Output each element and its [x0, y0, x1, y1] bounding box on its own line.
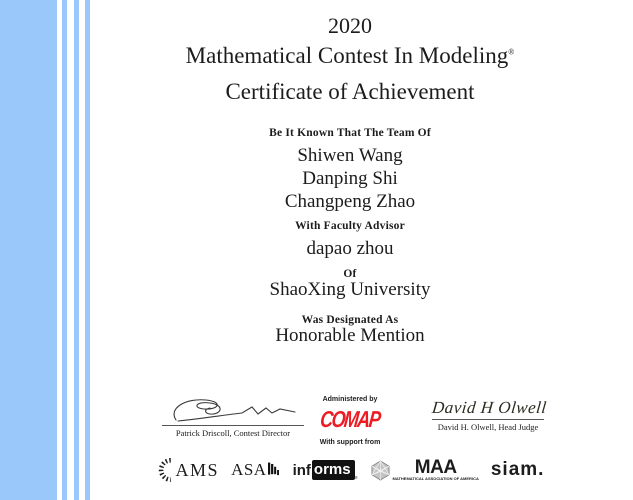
siam-period: .	[538, 459, 545, 480]
border-band	[0, 0, 57, 500]
team-members	[88, 144, 612, 213]
informs-prefix-text: inf	[292, 461, 311, 479]
border-stripe-1	[62, 0, 67, 500]
designation: Honorable Mention	[275, 325, 425, 346]
head-judge-signature: David H Olwell	[431, 398, 548, 417]
team-member-2: Danping Shi	[302, 168, 398, 189]
support-from-label: With support from	[319, 439, 381, 446]
asa-text: ASA	[231, 460, 267, 479]
maa-text: MAA	[414, 457, 457, 478]
signature-block-left	[162, 394, 304, 438]
signature-rule-left	[162, 425, 304, 426]
head-judge-label: David H. Olwell, Head Judge	[437, 422, 539, 432]
maa-caption: MATHEMATICAL ASSOCIATION OF AMERICA	[392, 476, 479, 481]
comap-logo: COMAP	[319, 406, 381, 432]
informs-boxed-text: orms	[312, 460, 355, 480]
team-member-1: Shiwen Wang	[297, 145, 403, 166]
sponsor-logo-row	[88, 450, 612, 490]
siam-logo	[491, 459, 545, 481]
informs-logo	[293, 460, 358, 480]
team-intro: Be It Known That The Team Of	[269, 127, 431, 139]
informs-registered-mark: ®	[354, 475, 358, 480]
signature-scribble-icon	[166, 394, 300, 424]
certificate-subtitle: Certificate of Achievement	[225, 79, 475, 104]
advisor-intro: With Faculty Advisor	[295, 220, 405, 232]
institution-name: ShaoXing University	[269, 279, 431, 300]
of-label: Of	[343, 268, 357, 280]
contest-director-label: Patrick Driscoll, Contest Director	[175, 428, 291, 438]
contest-title	[88, 43, 612, 69]
registered-mark: ®	[508, 47, 515, 57]
designation-intro: Was Designated As	[301, 314, 399, 326]
contest-title-text: Mathematical Contest In Modeling	[185, 43, 509, 68]
maa-logo	[370, 459, 479, 481]
administered-by-label: Administered by	[322, 396, 378, 403]
asa-bars-icon	[268, 461, 281, 479]
year: 2020	[328, 13, 372, 38]
ams-text: AMS	[175, 459, 220, 480]
signature-rule-right	[432, 419, 544, 420]
maa-polyhedron-icon	[370, 460, 391, 481]
advisor-name: dapao zhou	[306, 238, 394, 259]
comap-block	[308, 396, 392, 446]
team-member-3: Changpeng Zhao	[284, 191, 416, 212]
border-stripe-2	[74, 0, 79, 500]
ams-logo	[156, 458, 220, 482]
asa-logo	[231, 460, 281, 480]
signature-block-right	[431, 398, 548, 432]
siam-text: siam	[490, 459, 539, 480]
